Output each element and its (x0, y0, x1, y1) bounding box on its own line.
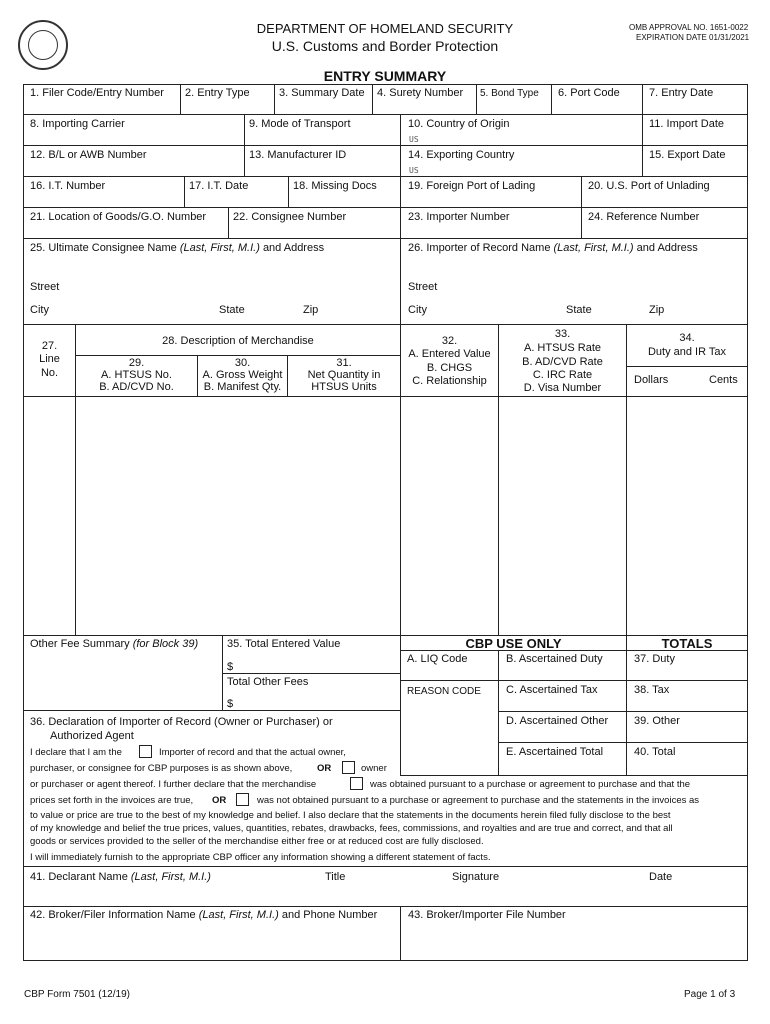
col-28-description: 28. Description of Merchandise (162, 335, 314, 347)
merchandise-not-obtained-checkbox[interactable] (236, 793, 249, 806)
field-14-value[interactable]: US (409, 166, 419, 175)
field-21-location-of-goods[interactable]: 21. Location of Goods/G.O. Number (30, 211, 207, 223)
total-other-fees[interactable]: Total Other Fees (227, 676, 309, 688)
col-33-visa-number: D. Visa Number (523, 382, 602, 394)
field-41-italic: (Last, First, M.I.) (130, 871, 211, 883)
field-41-label: 41. Declarant Name (30, 871, 128, 883)
ascertained-tax[interactable]: C. Ascertained Tax (506, 684, 598, 696)
declarant-date[interactable]: Date (649, 871, 673, 883)
liq-code[interactable]: A. LIQ Code (407, 653, 468, 665)
declaration-title: 36. Declaration of Importer of Record (Owner or Purchaser) or (30, 716, 333, 728)
reason-code[interactable]: REASON CODE (407, 686, 481, 697)
declaration-line-2a: purchaser, or consignee for CBP purposes is as shown above, (30, 763, 293, 774)
col-29-htsus: A. HTSUS No. (101, 369, 172, 381)
dollar-sign-other-fees: $ (227, 698, 234, 710)
owner-checkbox[interactable] (342, 761, 355, 774)
field-15-export-date[interactable]: 15. Export Date (649, 149, 726, 161)
col-27-no: No. (40, 367, 59, 379)
col-27-line: Line (39, 353, 60, 365)
field-41-declarant-name[interactable] (30, 871, 211, 884)
field-10-country-of-origin[interactable]: 10. Country of Origin (408, 118, 510, 130)
col-32-chgs: B. CHGS (426, 362, 473, 374)
field-10-value[interactable]: US (409, 135, 419, 144)
field-37-duty[interactable]: 37. Duty (634, 653, 675, 665)
field-42-broker-filer[interactable] (30, 909, 377, 922)
declaration-line-4a: prices set forth in the invoices are true, (30, 795, 194, 806)
field-22-consignee-number[interactable]: 22. Consignee Number (233, 211, 347, 223)
field-25-label: 25. Ultimate Consignee Name (30, 242, 177, 254)
field-18-missing-docs[interactable]: 18. Missing Docs (293, 180, 377, 192)
col-27-num: 27. (41, 340, 58, 352)
zip-label-25: Zip (303, 304, 319, 316)
col-29-num: 29. (128, 357, 145, 369)
col-30-manifest-qty: B. Manifest Qty. (203, 381, 282, 393)
field-42-italic: (Last, First, M.I.) (198, 909, 279, 921)
importer-of-record-checkbox[interactable] (139, 745, 152, 758)
field-26-importer-of-record[interactable] (408, 242, 698, 255)
field-43-broker-file-number[interactable]: 43. Broker/Importer File Number (408, 909, 566, 921)
field-26-tail: and Address (636, 242, 698, 254)
declaration-line-1a: I declare that I am the (30, 747, 122, 758)
dollar-sign-35: $ (227, 661, 234, 673)
col-34-duty-ir-tax: Duty and IR Tax (647, 346, 727, 358)
declaration-line-1b: Importer of record and that the actual owner, (159, 747, 346, 758)
field-42-label: 42. Broker/Filer Information Name (30, 909, 196, 921)
field-26-label: 26. Importer of Record Name (408, 242, 551, 254)
declaration-line-7: goods or services provided to the seller of the merchandise either free or at reduced cost are fully disclosed. (30, 836, 484, 847)
agency-title: U.S. Customs and Border Protection (271, 38, 499, 54)
field-13-manufacturer-id[interactable]: 13. Manufacturer ID (249, 149, 347, 161)
form-id: CBP Form 7501 (12/19) (24, 989, 130, 1000)
declarant-signature[interactable]: Signature (452, 871, 500, 883)
state-label-26: State (566, 304, 592, 316)
form-title: ENTRY SUMMARY (323, 68, 447, 84)
merchandise-obtained-checkbox[interactable] (350, 777, 363, 790)
declaration-line-4b: was not obtained pursuant to a purchase or agreement to purchase and the statements in the invoices as (257, 795, 700, 806)
field-17-it-date[interactable]: 17. I.T. Date (189, 180, 249, 192)
declaration-title-2: Authorized Agent (50, 730, 134, 742)
zip-label-26: Zip (649, 304, 665, 316)
city-label-26: City (408, 304, 427, 316)
field-1-filer-code[interactable]: 1. Filer Code/Entry Number (30, 87, 164, 99)
field-11-import-date[interactable]: 11. Import Date (649, 118, 724, 130)
field-25-tail: and Address (262, 242, 325, 254)
field-42-tail: and Phone Number (281, 909, 378, 921)
dhs-seal (18, 20, 68, 70)
col-32-entered-value: A. Entered Value (408, 348, 491, 360)
field-4-surety-number[interactable]: 4. Surety Number (377, 87, 464, 99)
col-29-adcvd: B. AD/CVD No. (99, 381, 174, 393)
col-33-irc-rate: C. IRC Rate (532, 369, 593, 381)
col-31-htsus-units: HTSUS Units (311, 381, 377, 393)
field-39-other[interactable]: 39. Other (634, 715, 680, 727)
field-19-foreign-port[interactable]: 19. Foreign Port of Lading (408, 180, 536, 192)
declaration-line-3a: or purchaser or agent thereof. I further declare that the merchandise (30, 779, 317, 790)
ascertained-other[interactable]: D. Ascertained Other (506, 715, 609, 727)
cbp-use-only: CBP USE ONLY (465, 636, 562, 651)
field-26-italic: (Last, First, M.I.) (553, 242, 634, 254)
field-12-bl-awb-number[interactable]: 12. B/L or AWB Number (30, 149, 147, 161)
field-3-summary-date[interactable]: 3. Summary Date (279, 87, 365, 99)
field-40-total[interactable]: 40. Total (634, 746, 676, 758)
department-title: DEPARTMENT OF HOMELAND SECURITY (256, 21, 514, 36)
col-32-num: 32. (441, 335, 458, 347)
field-7-entry-date[interactable]: 7. Entry Date (649, 87, 714, 99)
col-31-net-quantity: Net Quantity in (307, 369, 381, 381)
field-14-exporting-country[interactable]: 14. Exporting Country (408, 149, 515, 161)
field-23-importer-number[interactable]: 23. Importer Number (408, 211, 510, 223)
col-30-num: 30. (234, 357, 251, 369)
declaration-line-6: of my knowledge and belief the true prices, values, quantities, rebates, drawbacks, fees, commissions, and royalties and are true and correct, and that all (30, 823, 673, 834)
field-6-port-code[interactable]: 6. Port Code (558, 87, 620, 99)
field-20-us-port[interactable]: 20. U.S. Port of Unlading (588, 180, 710, 192)
col-34-dollars: Dollars (634, 374, 669, 386)
field-25-ultimate-consignee[interactable] (30, 242, 324, 255)
declarant-title[interactable]: Title (325, 871, 346, 883)
col-31-num: 31. (336, 357, 352, 369)
field-25-italic: (Last, First, M.I.) (179, 242, 260, 254)
field-8-importing-carrier[interactable]: 8. Importing Carrier (30, 118, 125, 130)
field-24-reference-number[interactable]: 24. Reference Number (588, 211, 700, 223)
col-32-relationship: C. Relationship (412, 375, 487, 387)
col-33-num: 33. (554, 328, 571, 340)
other-fee-summary[interactable] (30, 638, 198, 651)
field-2-entry-type[interactable]: 2. Entry Type (185, 87, 250, 99)
declaration-line-2b: owner (361, 763, 387, 774)
street-label-26: Street (408, 281, 438, 293)
street-label-25: Street (30, 281, 60, 293)
page-number: Page 1 of 3 (684, 989, 736, 1000)
field-38-tax[interactable]: 38. Tax (634, 684, 670, 696)
declaration-line-5: to value or price are true to the best of my knowledge and belief. I also declare that the statements in the documents herein filed fully disclose to the best (30, 810, 671, 821)
col-33-htsus-rate: A. HTSUS Rate (523, 342, 602, 354)
col-34-cents: Cents (709, 374, 738, 386)
col-30-gross-weight: A. Gross Weight (202, 369, 283, 381)
ascertained-duty[interactable]: B. Ascertained Duty (506, 653, 603, 665)
field-5-bond-type[interactable]: 5. Bond Type (480, 88, 539, 99)
totals-heading: TOTALS (661, 636, 713, 651)
declaration-line-3b: was obtained pursuant to a purchase or agreement to purchase and that the (370, 779, 691, 790)
field-9-mode-of-transport[interactable]: 9. Mode of Transport (249, 118, 351, 130)
omb-approval: OMB APPROVAL NO. 1651-0022 (629, 23, 749, 32)
ascertained-total[interactable]: E. Ascertained Total (506, 746, 604, 758)
col-33-adcvd-rate: B. AD/CVD Rate (522, 356, 603, 368)
state-label-25: State (219, 304, 245, 316)
field-16-it-number[interactable]: 16. I.T. Number (30, 180, 106, 192)
declaration-line-8: I will immediately furnish to the appropriate CBP officer any information showing a different statement of facts. (30, 852, 491, 863)
declaration-or-2: OR (212, 795, 227, 806)
other-fee-label: Other Fee Summary (30, 638, 130, 650)
expiration-date: EXPIRATION DATE 01/31/2021 (636, 33, 750, 42)
other-fee-italic: (for Block 39) (132, 638, 199, 650)
declaration-or-1: OR (317, 763, 332, 774)
field-35-total-entered-value[interactable]: 35. Total Entered Value (227, 638, 341, 650)
city-label-25: City (30, 304, 49, 316)
col-34-num: 34. (679, 332, 695, 344)
